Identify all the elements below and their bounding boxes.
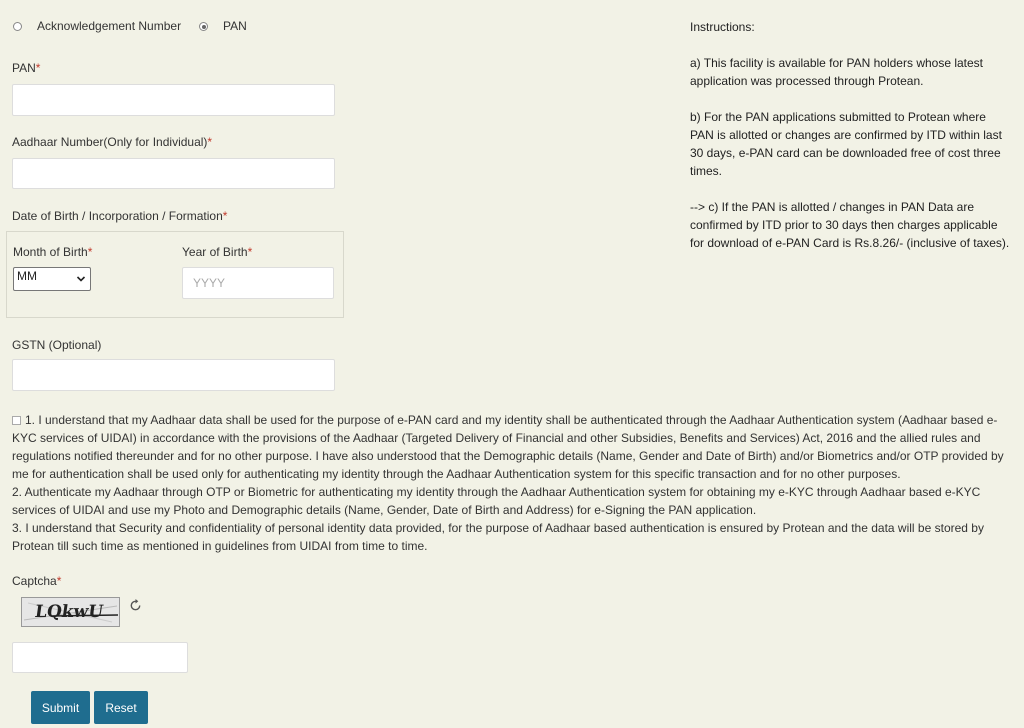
chevron-down-icon [76,274,86,284]
required-mark: * [87,245,93,259]
dob-label-text: Date of Birth / Incorporation / Formation [12,209,223,223]
consent-line-1: 1. I understand that my Aadhaar data shall be used for the purpose of e-PAN card and my identity shall be authenticated through the Aadhaar Authentication system (Aadhaar based e-KYC services of UIDAI) in accordance with the provisions of the Aadhaar (Targeted Delivery of Financial and other Subsidies, Benefits and Services) Act, 2016 and the allied rules and regulations notified thereunder and for no other purpose. I have also understood that the Demographic details (Name, Gender and Date of Birth) and/or Biometrics and/or OTP provided by me for authentication shall be used only for authenticating my identity through the Aadhaar Authentication system for this specific transaction and for no other purposes. [12,413,1004,481]
instruction-b: b) For the PAN applications submitted to Protean where PAN is allotted or changes are confirmed by ITD within last 30 days, e-PAN card can be downloaded free of cost three times. [690,110,1002,178]
month-label-text: Month of Birth [13,245,88,259]
year-label [182,245,252,259]
consent-item-1 [12,411,1016,483]
radio-acknowledgement[interactable] [13,22,22,31]
captcha-input[interactable] [12,642,188,673]
dob-label [12,209,227,223]
gstn-label: GSTN (Optional) [12,338,102,352]
required-mark: * [247,245,253,259]
year-label-text: Year of Birth [182,245,248,259]
required-mark: * [222,209,228,223]
instructions-panel [690,18,1012,270]
instruction-c: --> c) If the PAN is allotted / changes in PAN Data are confirmed by ITD prior to 30 days then charges applicable for download of e-PAN Card is Rs.8.26/- (inclusive of taxes). [690,200,1010,250]
instructions-title: Instructions: [690,20,755,34]
submit-button[interactable]: Submit [31,691,90,724]
aadhaar-label [12,135,212,149]
pan-label [12,61,40,75]
consent-item-2: 2. Authenticate my Aadhaar through OTP or Biometric for authenticating my identity through the Aadhaar Authentication system for obtaining my e-KYC through Aadhaar based e-KYC services of UIDAI and use my Photo and Demographic details (Name, Gender, Date of Birth and Address) for e-Signing the PAN application. [12,485,981,517]
pan-label-text: PAN [12,61,36,75]
required-mark: * [207,135,213,149]
required-mark: * [35,61,41,75]
radio-pan-label: PAN [223,19,247,33]
radio-pan[interactable] [199,22,208,31]
aadhaar-label-text: Aadhaar Number(Only for Individual) [12,135,208,149]
month-label [13,245,92,259]
consent-block [12,411,1016,555]
captcha-label-text: Captcha [12,574,57,588]
instruction-a: a) This facility is available for PAN holders whose latest application was processed through Protean. [690,56,984,88]
year-input[interactable] [182,267,334,299]
refresh-icon[interactable] [128,598,143,613]
captcha-image [21,597,120,627]
consent-item-3: 3. I understand that Security and confidentiality of personal identity data provided, for the purpose of Aadhaar based authentication is ensured by Protean and the data will be stored by Protean till such time as mentioned in guidelines from UIDAI from time to time. [12,521,984,553]
gstn-input[interactable] [12,359,335,391]
required-mark: * [56,574,62,588]
captcha-text: LQkwU [33,602,105,622]
captcha-label [12,574,61,588]
month-select-value: MM [17,269,37,283]
reset-button[interactable]: Reset [94,691,148,724]
radio-acknowledgement-label: Acknowledgement Number [37,19,182,33]
month-select[interactable] [13,267,91,291]
pan-input[interactable] [12,84,335,116]
consent-checkbox[interactable] [12,416,21,425]
aadhaar-input[interactable] [12,158,335,189]
